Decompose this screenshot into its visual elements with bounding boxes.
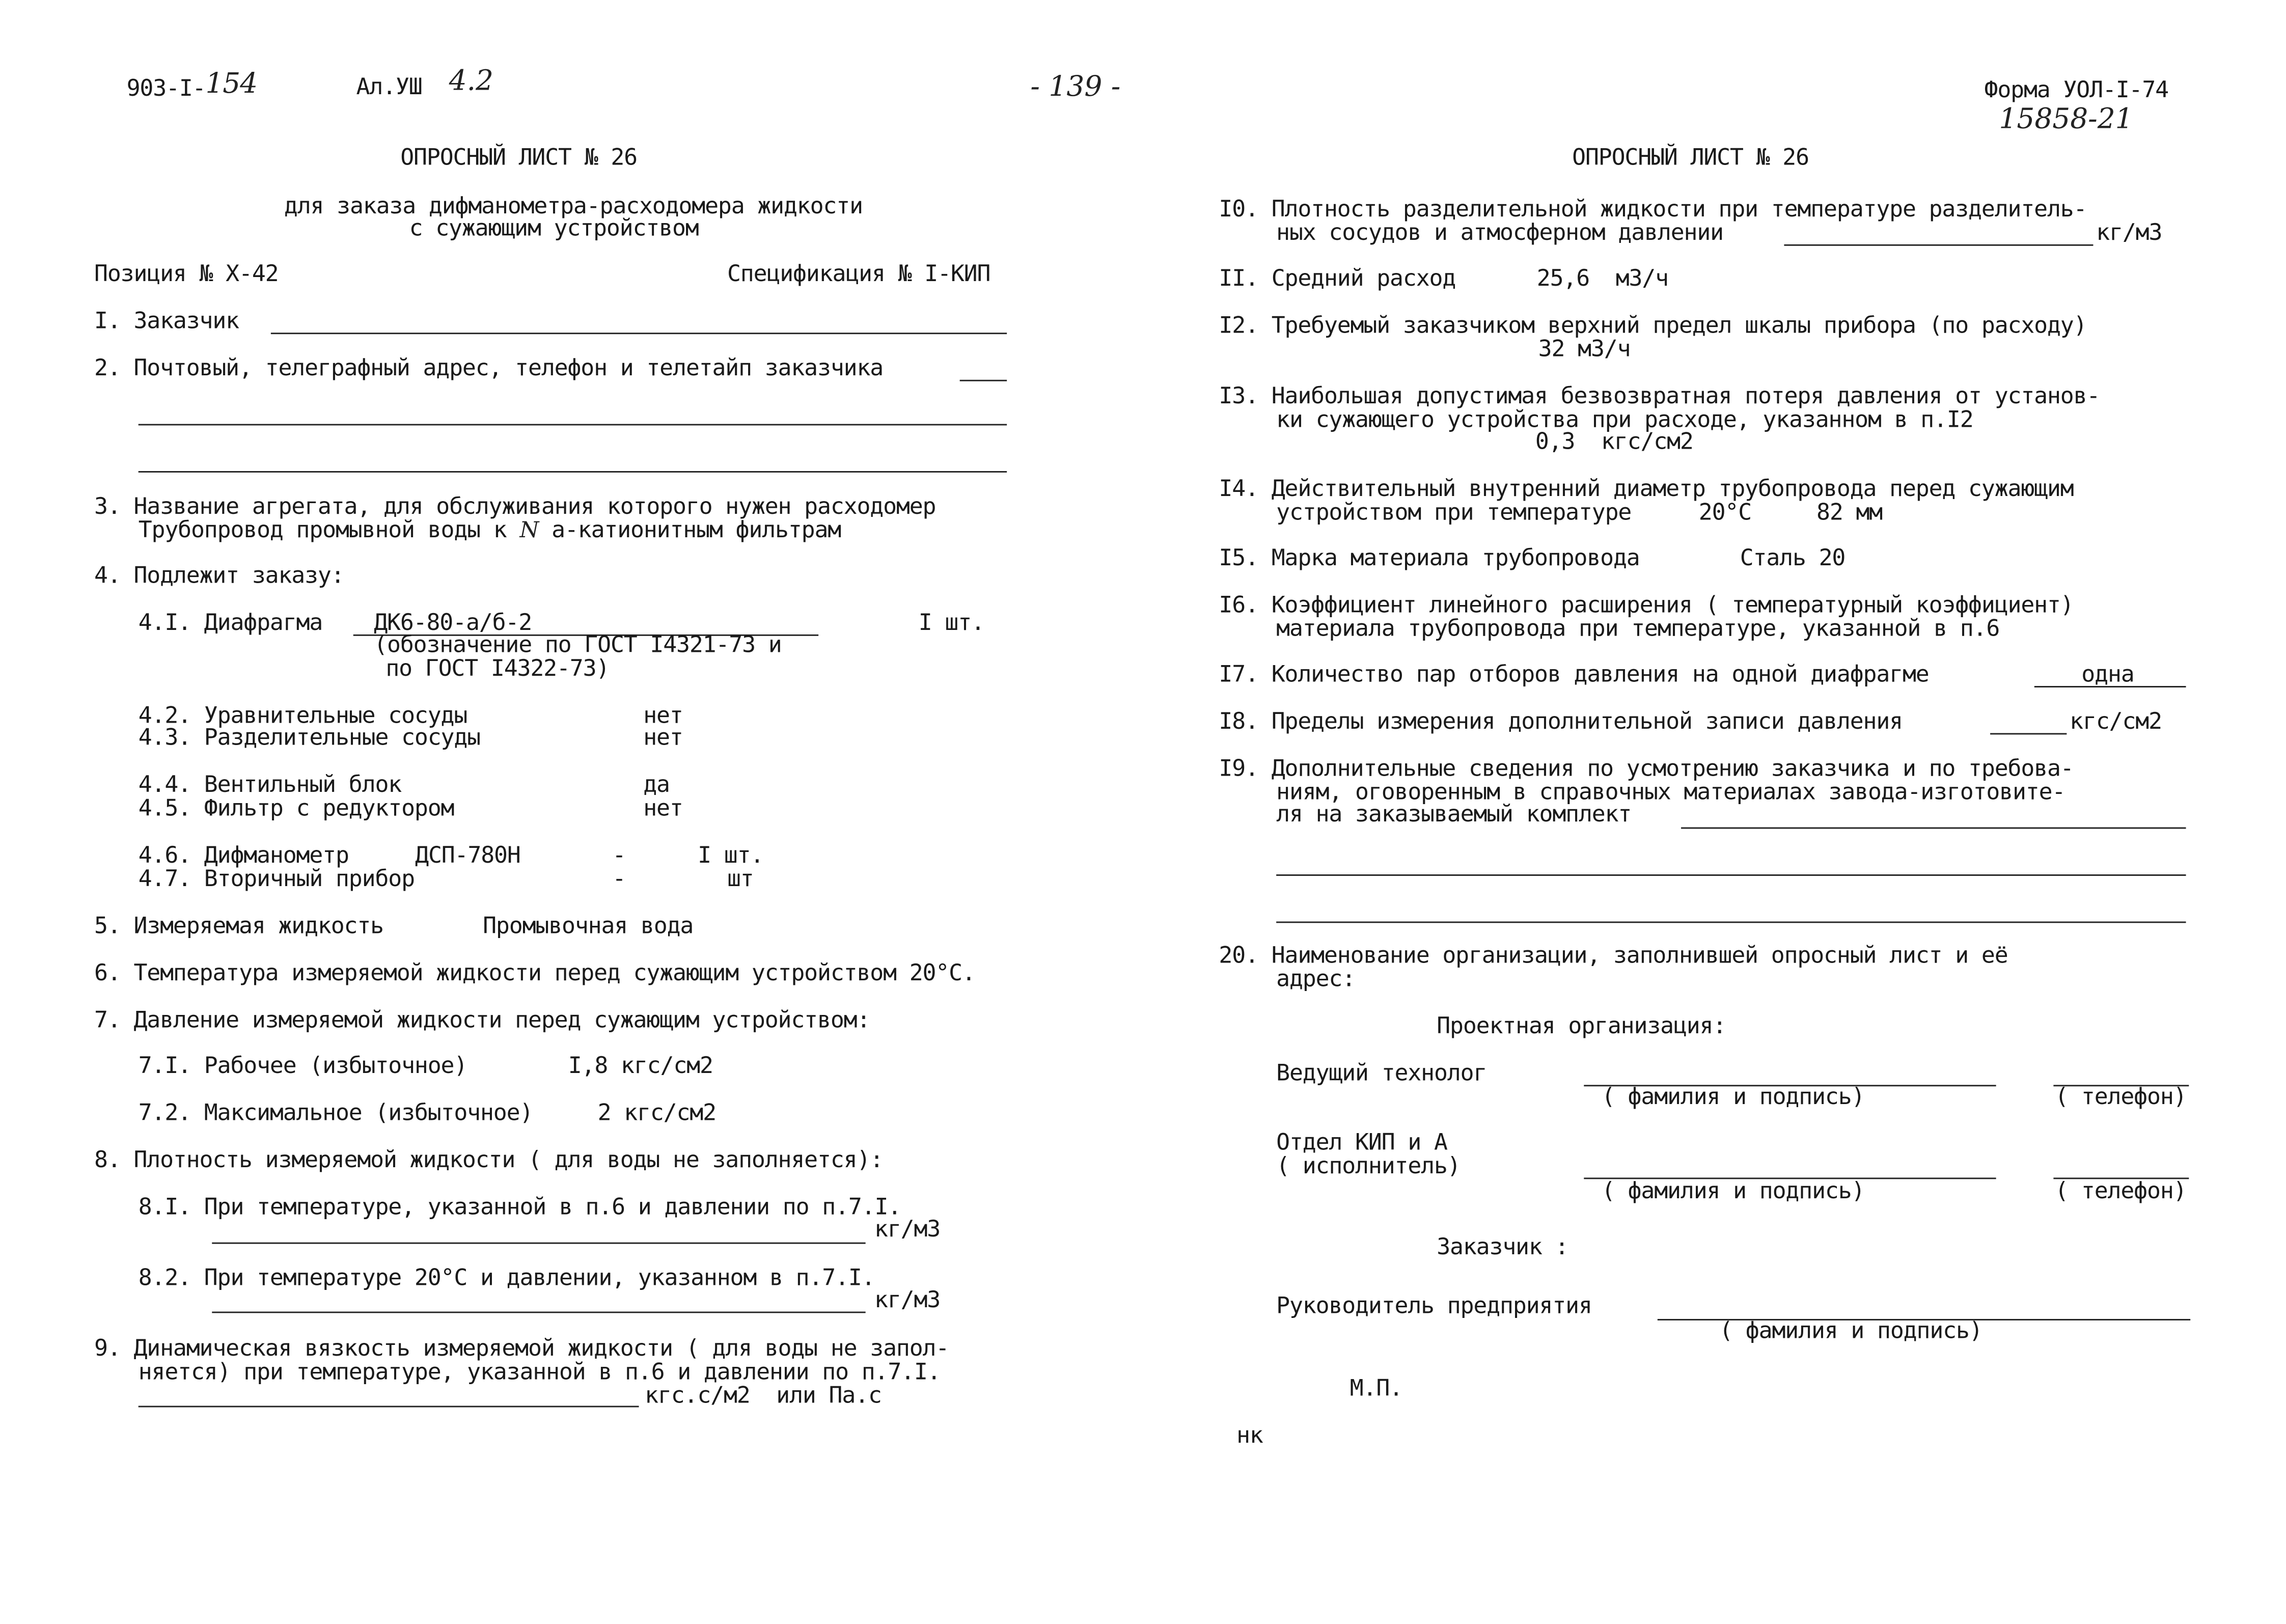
doc-number-handwritten: 154 — [205, 67, 257, 100]
item-4-2-value: нет — [643, 702, 683, 729]
item-14-text-1: I4. Действительный внутренний диаметр трубопровода перед сужающим — [1219, 475, 2074, 502]
item-11-value: 25,6 м3/ч — [1536, 265, 1668, 292]
item-19-text-1: I9. Дополнительные сведения по усмотрению заказчика и по требова- — [1219, 755, 2074, 782]
item-16-text-1: I6. Коэффициент линейного расширения ( температурный коэффициент) — [1219, 592, 2074, 619]
item-4-5-value: нет — [643, 794, 683, 821]
item-14-value: 82 мм — [1816, 499, 1883, 526]
item-17-value: одна — [2081, 660, 2134, 687]
lead-technologist-label: Ведущий технолог — [1276, 1060, 1487, 1087]
director-label: Руководитель предприятия — [1276, 1292, 1592, 1319]
item-7-1-value: I,8 кгс/см2 — [568, 1052, 713, 1079]
stamp-place: М.П. — [1349, 1374, 1402, 1401]
item-19-text-3: ля на заказываемый комплект — [1276, 801, 1632, 828]
item-4-1-value: ДК6-80-а/б-2 — [374, 609, 532, 636]
item-4-3-value: нет — [643, 724, 683, 751]
item-1-blank — [271, 333, 1007, 334]
item-8-1-text: 8.I. При температуре, указанной в п.6 и давлении по п.7.I. — [138, 1194, 901, 1221]
item-7-2-label: 7.2. Максимальное (избыточное) — [138, 1099, 533, 1126]
left-title: ОПРОСНЫЙ ЛИСТ № 26 — [400, 144, 637, 171]
position-label: Позиция № Х-42 — [94, 260, 279, 287]
item-17-label: I7. Количество пар отборов давления на одной диафрагме — [1219, 660, 1929, 687]
item-8-1-blank — [212, 1243, 865, 1244]
item-2-address: 2. Почтовый, телеграфный адрес, телефон и телетайп заказчика — [94, 354, 884, 381]
item-4-5-label: 4.5. Фильтр с редуктором — [138, 794, 454, 821]
item-7-pressure: 7. Давление измеряемой жидкости перед сужающим устройством: — [94, 1007, 870, 1034]
item-4-1-note-2: по ГОСТ I4322-73) — [385, 655, 610, 682]
item-18-blank — [1990, 733, 2067, 735]
right-title: ОПРОСНЫЙ ЛИСТ № 26 — [1572, 144, 1809, 171]
specification-label: Спецификация № I-КИП — [727, 260, 990, 287]
item-4-4-label: 4.4. Вентильный блок — [138, 771, 402, 798]
item-4-6-dash: - — [612, 842, 626, 869]
item-19-line-1 — [1276, 874, 2186, 876]
album-label: Ал.УШ — [356, 73, 422, 100]
item-13-value: 0,3 кгс/см2 — [1535, 428, 1693, 455]
item-17-underline — [2034, 686, 2186, 687]
item-4-3-label: 4.3. Разделительные сосуды — [138, 724, 481, 751]
item-4-7-dash: - — [612, 865, 626, 892]
kip-dept-label: Отдел КИП и А — [1276, 1129, 1447, 1156]
item-5-value: Промывочная вода — [483, 913, 694, 940]
item-2-blank — [960, 380, 1007, 381]
customer-heading: Заказчик : — [1437, 1233, 1568, 1260]
item-4-6-model: ДСП-780Н — [415, 842, 520, 869]
item-10-text-1: I0. Плотность разделительной жидкости при температуре разделитель- — [1219, 196, 2087, 223]
design-org-heading: Проектная организация: — [1437, 1012, 1726, 1039]
item-13-text-2: ки сужающего устройства при расходе, указанном в п.I2 — [1276, 406, 1973, 433]
item-7-1-label: 7.I. Рабочее (избыточное) — [138, 1052, 467, 1079]
item-14-text-2: устройством при температуре — [1276, 499, 1632, 526]
item-4-1-label: 4.I. Диафрагма — [138, 609, 323, 636]
item-18-unit: кгс/см2 — [2070, 708, 2162, 735]
item-4-6-label: 4.6. Дифманометр — [138, 842, 349, 869]
kip-dept-executor: ( исполнитель) — [1276, 1152, 1461, 1179]
item-8-2-text: 8.2. При температуре 20°С и давлении, указанном в п.7.I. — [138, 1264, 875, 1291]
item-4-7-label: 4.7. Вторичный прибор — [138, 865, 415, 892]
item-19-text-2: ниям, оговоренным в справочных материалах завода-изготовите- — [1276, 779, 2065, 806]
item-19-blank — [1681, 828, 2186, 829]
item-4-1-qty: I шт. — [918, 609, 984, 636]
lead-technologist-signature-caption: ( фамилия и подпись) — [1601, 1083, 1865, 1110]
left-subtitle-2: с сужающим устройством — [409, 215, 699, 242]
item-13-text-1: I3. Наибольшая допустимая безвозвратная потеря давления от установ- — [1219, 382, 2100, 409]
item-2-line-2 — [139, 471, 1007, 473]
item-4-6-qty: I шт. — [698, 842, 764, 869]
item-8-2-unit: кг/м3 — [874, 1286, 941, 1313]
item-9-unit: кгс.с/м2 или Па.с — [645, 1382, 882, 1409]
lead-technologist-phone-caption: ( телефон) — [2055, 1083, 2187, 1110]
item-14-temp: 20°С — [1698, 499, 1752, 526]
item-4-2-label: 4.2. Уравнительные сосуды — [138, 702, 467, 729]
item-15-value: Сталь 20 — [1740, 544, 1846, 571]
form-handwritten: 15858-21 — [1999, 103, 2133, 135]
item-15-label: I5. Марка материала трубопровода — [1219, 544, 1640, 571]
item-8-1-unit: кг/м3 — [874, 1216, 941, 1243]
album-handwritten: 4.2 — [449, 65, 493, 97]
item-7-2-value: 2 кгс/см2 — [597, 1099, 716, 1126]
item-10-unit: кг/м3 — [2096, 219, 2162, 246]
item-5-label: 5. Измеряемая жидкость — [94, 913, 384, 940]
item-20-text-2: адрес: — [1276, 966, 1356, 993]
item-11-label: II. Средний расход — [1219, 265, 1456, 292]
item-8-2-blank — [212, 1312, 865, 1313]
item-10-blank — [1784, 244, 2093, 246]
item-20-text-1: 20. Наименование организации, заполнившей опросный лист и её — [1219, 942, 2008, 969]
item-1-customer: I. Заказчик — [94, 308, 239, 335]
item-9-viscosity-1: 9. Динамическая вязкость измеряемой жидкости ( для воды не запол- — [94, 1335, 949, 1362]
kip-dept-phone-caption: ( телефон) — [2055, 1177, 2187, 1204]
form-label: Форма УОЛ-I-74 — [1984, 76, 2168, 103]
item-19-line-2 — [1276, 922, 2186, 923]
left-subtitle-1: для заказа дифманометра-расходомера жидкости — [284, 192, 863, 219]
item-2-line-1 — [139, 424, 1007, 425]
item-16-text-2: материала трубопровода при температуре, указанной в п.6 — [1276, 615, 2000, 642]
item-4-order: 4. Подлежит заказу: — [94, 562, 344, 589]
item-12-value: 32 м3/ч — [1538, 336, 1631, 363]
item-4-4-value: да — [643, 771, 670, 798]
item-4-1-note-1: (обозначение по ГОСТ I4321-73 и — [374, 631, 782, 658]
item-3-unit: 3. Название агрегата, для обслуживания которого нужен расходомер — [94, 493, 936, 520]
page-number-handwritten: - 139 - — [1030, 70, 1121, 103]
item-8-density: 8. Плотность измеряемой жидкости ( для воды не заполняется): — [94, 1146, 884, 1173]
item-18-label: I8. Пределы измерения дополнительной записи давления — [1219, 708, 1903, 735]
item-9-blank — [139, 1406, 639, 1408]
item-4-7-qty: шт — [727, 865, 754, 892]
item-6-temperature: 6. Температура измеряемой жидкости перед сужающим устройством 20°С. — [94, 959, 975, 986]
item-9-viscosity-2: няется) при температуре, указанной в п.6 и давлении по п.7.I. — [138, 1359, 941, 1386]
item-12-text: I2. Требуемый заказчиком верхний предел шкалы прибора (по расходу) — [1219, 312, 2087, 339]
item-3-value: Трубопровод промывной воды к N а-катионитным фильтрам — [138, 516, 841, 543]
initials: нк — [1236, 1422, 1263, 1449]
doc-number: 903-I-154 — [126, 67, 257, 102]
item-10-text-2: ных сосудов и атмосферном давлении — [1276, 219, 1723, 246]
kip-dept-signature-caption: ( фамилия и подпись) — [1601, 1177, 1865, 1204]
director-signature-caption: ( фамилия и подпись) — [1719, 1317, 1982, 1344]
